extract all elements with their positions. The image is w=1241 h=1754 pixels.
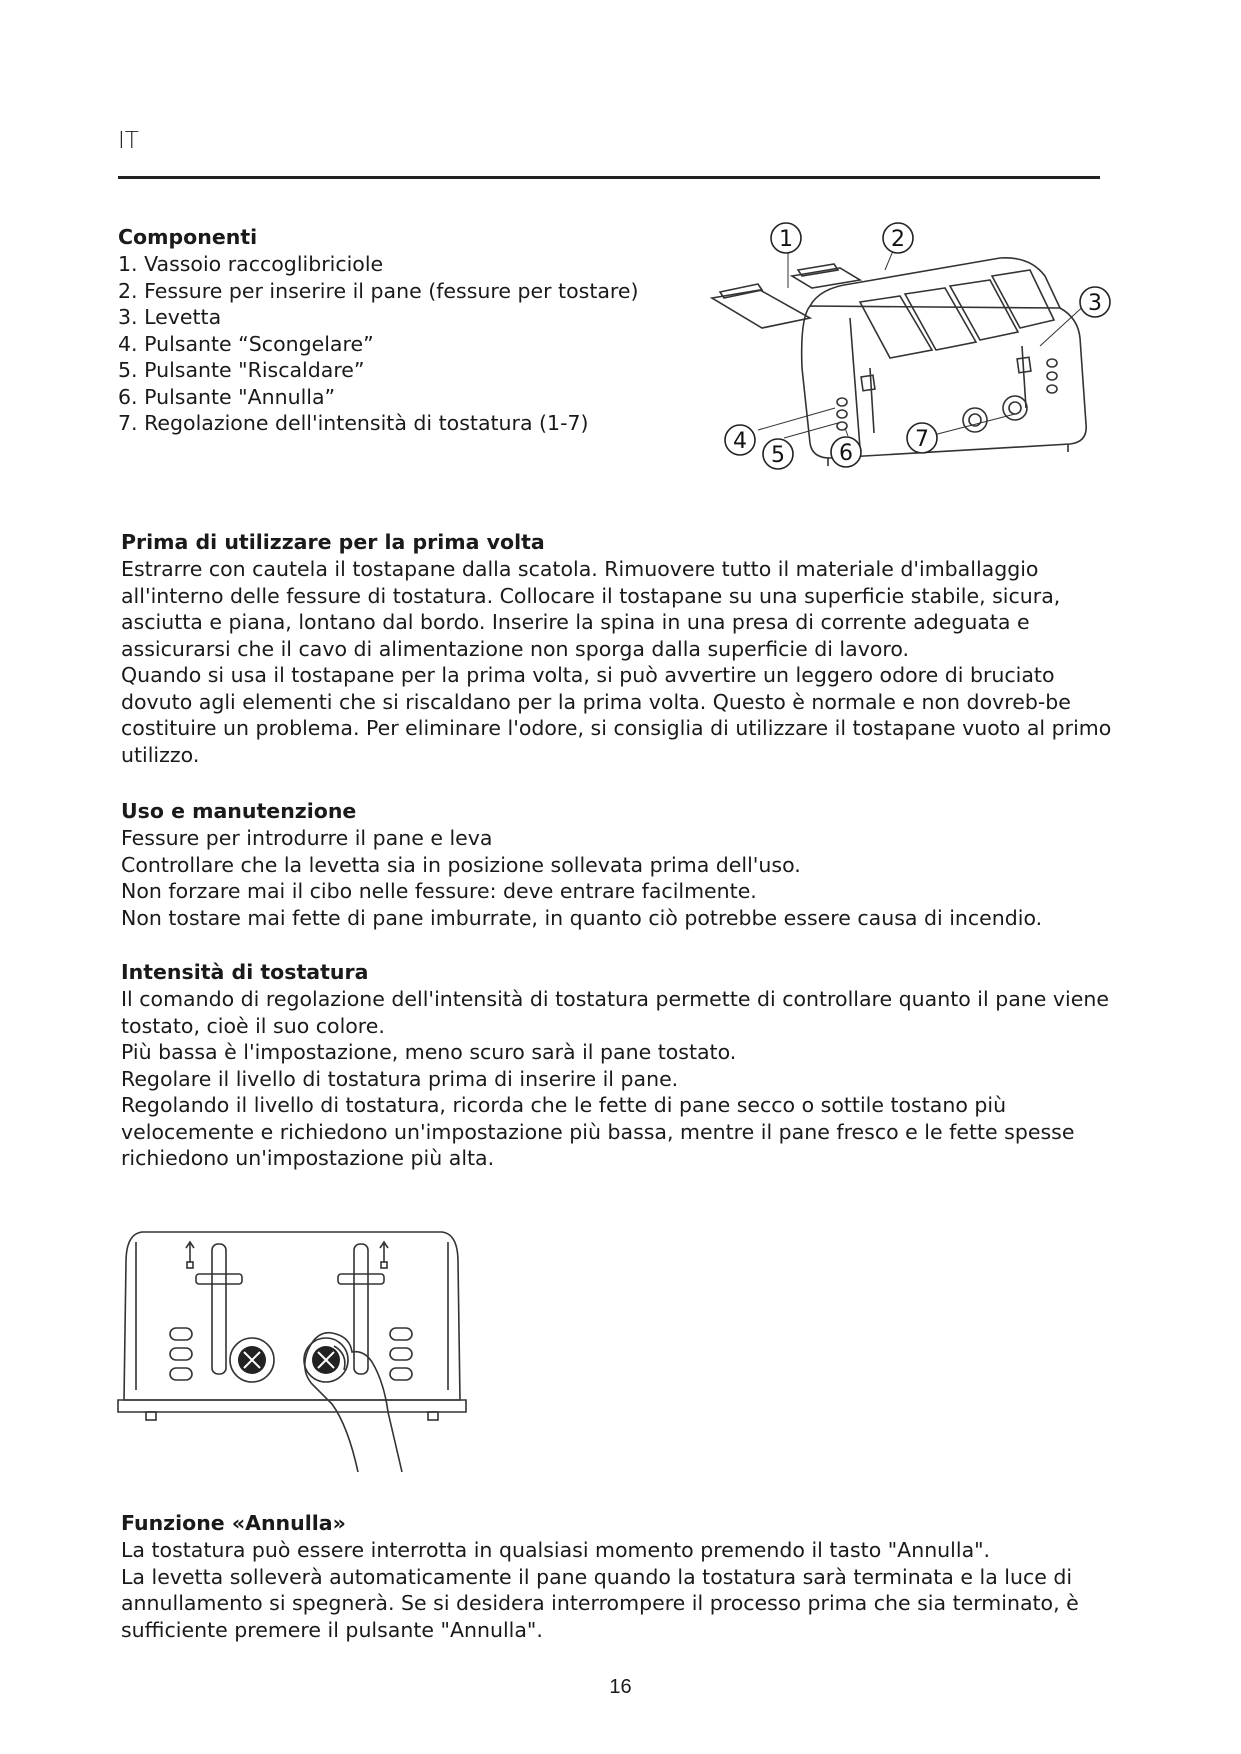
callout-1: 1 xyxy=(779,227,793,252)
component-item: 2. Fessure per inserire il pane (fessure per tostare) xyxy=(118,278,639,303)
use-maintenance-title: Uso e manutenzione xyxy=(121,799,357,823)
text-line: Più bassa è l'impostazione, meno scuro sarà il pane tostato. xyxy=(121,1040,737,1064)
text-line: Fessure per introdurre il pane e leva xyxy=(121,826,493,850)
callout-5: 5 xyxy=(771,443,785,468)
components-title: Componenti xyxy=(118,225,258,249)
paragraph: Quando si usa il tostapane per la prima volta, si può avvertire un leggero odore di bruciato dovuto agli elementi che si riscaldano per la prima volta. Questo è normale e non dovreb-be costituire un problema. Per eliminare l'odore, si consiglia di utilizzare il tostapane vuoto al primo utilizzo. xyxy=(121,663,1112,767)
page-number: 16 xyxy=(609,1676,632,1698)
text-line: Il comando di regolazione dell'intensità di tostatura permette di controllare quanto il pane viene tostato, cioè il suo colore. xyxy=(121,987,1109,1038)
component-item: 5. Pulsante "Riscaldare” xyxy=(118,358,365,382)
toasting-intensity-title: Intensità di tostatura xyxy=(121,960,369,984)
text-line: Regolare il livello di tostatura prima di inserire il pane. xyxy=(121,1066,679,1091)
text-line: Regolando il livello di tostatura, ricorda che le fette di pane secco o sottile tostano più velocemente e richiedono un'impostazione più bassa, mentre il pane fresco e le fette spesse richiedono un'impostazione più alta. xyxy=(121,1093,1075,1170)
component-item: 6. Pulsante "Annulla” xyxy=(118,384,336,409)
text-line: La tostatura può essere interrotta in qualsiasi momento premendo il tasto "Annulla". xyxy=(121,1538,991,1562)
component-item: 3. Levetta xyxy=(118,305,222,329)
toasting-intensity-section xyxy=(121,959,1131,1172)
component-item: 1. Vassoio raccoglibriciole xyxy=(118,252,384,276)
callout-3: 3 xyxy=(1088,291,1102,316)
language-code: IT xyxy=(118,128,139,154)
first-use-title: Prima di utilizzare per la prima volta xyxy=(121,530,545,554)
use-maintenance-section xyxy=(121,798,1131,931)
component-item: 7. Regolazione dell'intensità di tostatura (1-7) xyxy=(118,411,589,435)
component-item: 4. Pulsante “Scongelare” xyxy=(118,331,374,356)
text-line: Non forzare mai il cibo nelle fessure: deve entrare facilmente. xyxy=(121,879,757,903)
toaster-diagram xyxy=(700,218,1140,528)
first-use-section xyxy=(121,529,1131,768)
callout-2: 2 xyxy=(891,227,905,252)
callout-7: 7 xyxy=(915,427,929,452)
callout-4: 4 xyxy=(733,429,747,454)
cancel-function-title: Funzione «Annulla» xyxy=(121,1511,346,1535)
components-section xyxy=(118,224,698,437)
text-line: Non tostare mai fette di pane imburrate, in quanto ciò potrebbe essere causa di incendio. xyxy=(121,905,1043,930)
header-divider xyxy=(118,176,1100,179)
text-line: La levetta solleverà automaticamente il pane quando la tostatura sarà terminata e la luce di annullamento si spegnerà. Se si desidera interrompere il processo prima che sia terminato, è sufficiente premere il pulsante "Annulla". xyxy=(121,1564,1079,1642)
paragraph: Estrarre con cautela il tostapane dalla scatola. Rimuovere tutto il materiale d'imballaggio all'interno delle fessure di tostatura. Collocare il tostapane su una superficie stabile, sicura, asciutta e piana, lontano dal bordo. Inserire la spina in una presa di corrente adeguata e assicurarsi che il cavo di alimentazione non sporga dalla superficie di lavoro. xyxy=(121,557,1061,661)
cancel-function-section xyxy=(121,1510,1131,1643)
callout-6: 6 xyxy=(839,441,853,466)
text-line: Controllare che la levetta sia in posizione sollevata prima dell'uso. xyxy=(121,852,801,877)
toaster-knob-illustration xyxy=(112,1222,482,1492)
